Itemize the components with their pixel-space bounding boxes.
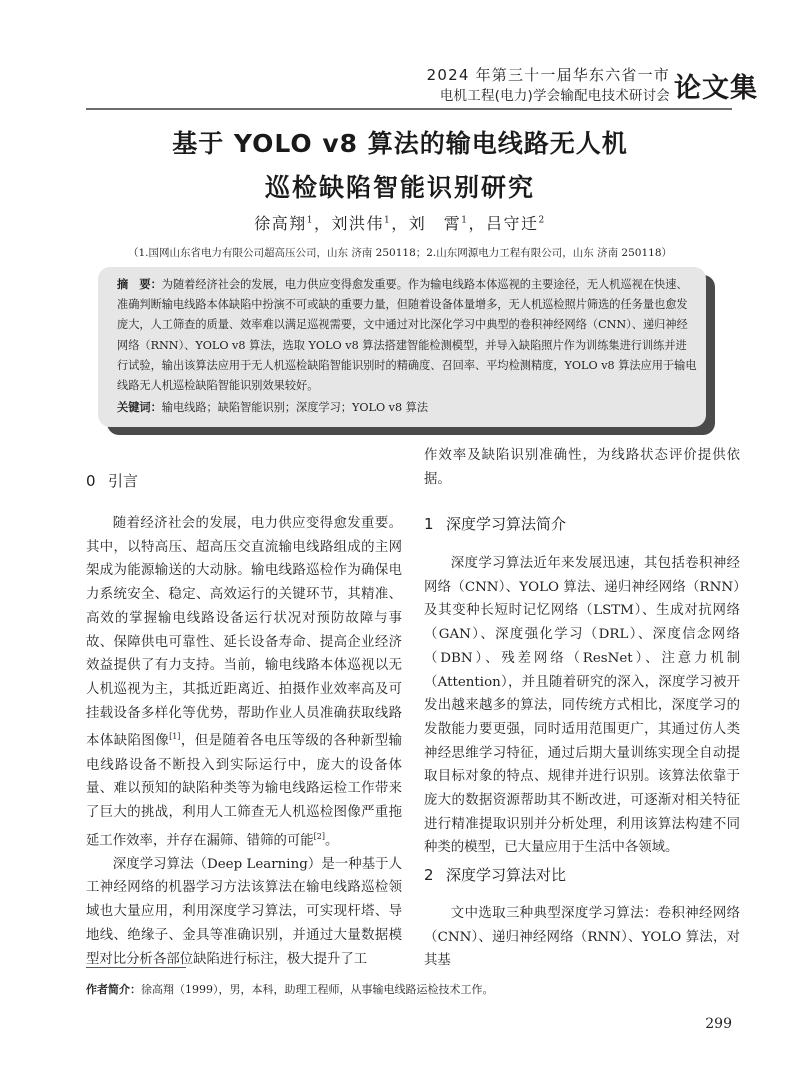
proceedings-name-line2: 电机工程(电力)学会输配电技术研讨会 <box>439 88 670 104</box>
proceedings-name-line1: 2024 年第三十一届华东六省一市 <box>426 66 670 84</box>
abstract-label: 摘 要： <box>117 278 162 291</box>
author-2: 刘洪伟$^1$ <box>331 214 392 233</box>
keywords <box>117 398 697 418</box>
author-3: 刘 霄$^1$ <box>408 214 469 233</box>
right-column-top <box>424 444 740 491</box>
section2-paragraph: 文中选取三种典型深度学习算法：卷积神经网络（CNN）、递归神经网络（RNN）、YOLO 算法，对其基 <box>424 906 740 969</box>
section-heading-1: 1 深度学习算法简介 <box>424 515 567 533</box>
author-note-label: 作者简介： <box>86 983 141 996</box>
section-heading-2: 2 深度学习算法对比 <box>424 866 567 884</box>
section-heading-0: 0 引言 <box>86 472 139 490</box>
affiliation: （1.国网山东省电力有限公司超高压公司，山东 济南 250118；2.山东网源电力工程有限公司，山东 济南 250118） <box>127 247 673 259</box>
footnote-rule <box>86 967 186 968</box>
intro-paragraph-2: 深度学习算法（Deep Learning）是一种基于人工神经网络的机器学习方法该算法在输电线路巡检领域也大量应用，利用深度学习算法，可实现杆塔、导地线、绝缘子、金具等准确识别，并通过大量数据模型对比分析各部位缺陷进行标注，极大提升了工 <box>86 856 402 967</box>
citation-2: [2] <box>313 831 325 841</box>
section1-paragraph: 深度学习算法近年来发展迅速，其包括卷积神经网络（CNN）、YOLO 算法、递归神经网络（RNN）及其变种长短时记忆网络（LSTM）、生成对抗网络（GAN）、深度强化学习（DRL）、深度信念网络（DBN）、残差网络（ResNet）、注意力机制（Attention），并且随着研究的深入，深度学习被开发出越来越多的算法，同传统方式相比，深度学习的发散能力要更强，同时适用范围更广，其通过仿人类神经思维学习特征，通过后期大量训练实现全自动提取目标对象的特点、规律并进行识别。该算法依靠于庞大的数据资源帮助其不断改进，可逐渐对相关特征进行精准提取识别并分析处理，利用该算法构建不同种类的模型，已大量应用于生活中各领域。 <box>424 556 740 856</box>
author-4: 吕守迁$^2$ <box>486 214 546 233</box>
author-note-text: 徐高翔（1999），男，本科，助理工程师，从事输电线路运检技术工作。 <box>141 983 494 996</box>
author-1: 徐高翔$^1$ <box>254 214 314 233</box>
right-column-bottom <box>424 902 740 973</box>
proceedings-label: 论文集 <box>674 73 758 104</box>
header-rule <box>86 108 732 110</box>
left-column <box>86 512 402 971</box>
citation-1: [1] <box>169 732 181 742</box>
author-note <box>86 981 494 997</box>
right-column-middle <box>424 552 740 860</box>
abstract-text: 为随着经济社会的发展，电力供应变得愈发重要。作为输电线路本体巡视的主要途径，无人机巡视在快速、准确判断输电线路本体缺陷中扮演不可或缺的重要力量，但随着设备体量增多，无人机巡检照片筛选的任务量也愈发庞大，人工筛查的质量、效率难以满足巡视需要，文中通过对比深化学习中典型的卷积神经网络（CNN）、递归神经网络（RNN）、YOLO v8 算法，选取 YOLO v8 算法搭建智能检测模型，并导入缺陷照片作为训练集进行训练并进行试验，输出该算法应用于无人机巡检缺陷智能识别时的精确度、召回率、平均检测精度，YOLO v8 算法应用于输电线路无人机巡检缺陷智能识别效果较好。 <box>117 278 697 393</box>
paper-title-line2: 巡检缺陷智能识别研究 <box>264 173 535 202</box>
page-number: 299 <box>705 1016 732 1032</box>
author-list: 徐高翔$^1$，刘洪伟$^1$，刘 霄$^1$，吕守迁$^2$ <box>254 214 546 233</box>
keywords-text: 输电线路；缺陷智能识别；深度学习；YOLO v8 算法 <box>161 401 429 414</box>
intro-paragraph-1: 随着经济社会的发展，电力供应变得愈发重要。其中，以特高压、超高压交直流输电线路组成的主网架成为能源输送的大动脉。输电线路巡检作为确保电力系统安全、稳定、高效运行的关键环节，其精准、高效的掌握输电线路设备运行状况对预防故障与事故、保障供电可靠性、延长设备寿命、提高企业经济效益提供了有力支持。当前，输电线路本体巡视以无人机巡视为主，其抵近距离近、拍摄作业效率高及可挂载设备多样化等优势，帮助作业人员准确获取线路本体缺陷图像[1]，但是随着各电压等级的各种新型输电线路设备不断投入到实际运行中，庞大的设备体量、难以预知的缺陷种类等为输电线路运检工作带来了巨大的挑战，利用人工筛查无人机巡检图像严重拖延工作效率，并存在漏筛、错筛的可能[2]。 <box>86 516 403 849</box>
abstract <box>117 275 697 396</box>
keywords-label: 关键词： <box>117 401 162 414</box>
intro-paragraph-end: 作效率及缺陷识别准确性，为线路状态评价提供依据。 <box>424 448 740 487</box>
paper-title-line1: 基于 YOLO v8 算法的输电线路无人机 <box>172 129 628 158</box>
